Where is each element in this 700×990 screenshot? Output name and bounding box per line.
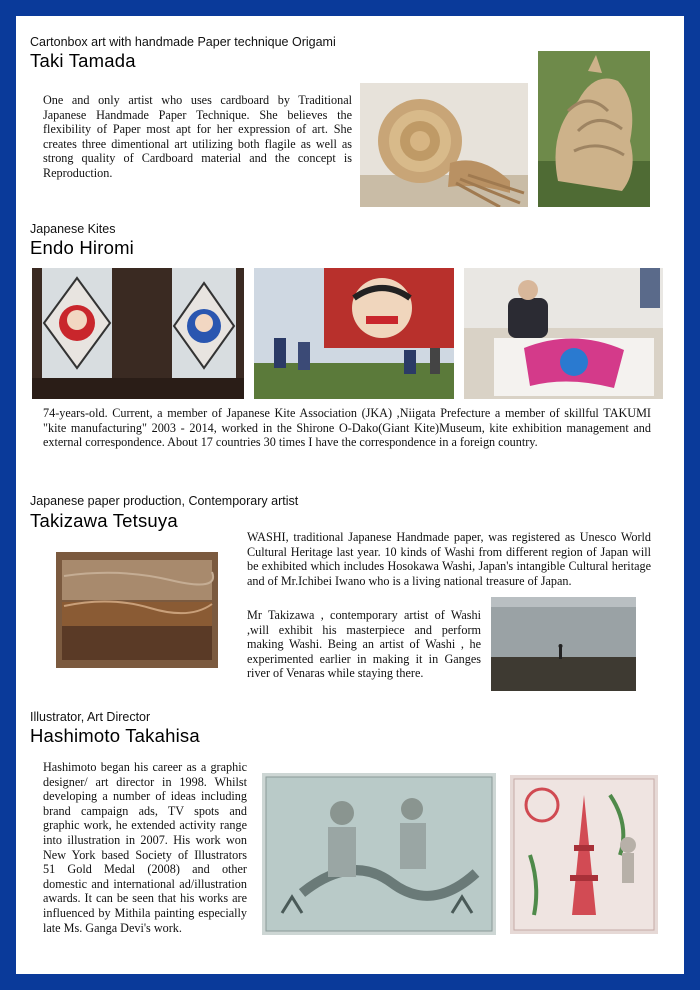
artist-description: One and only artist who uses cardboard by Traditional Japanese Handmade Paper Technique. She believes the flexibility of Paper most apt for her expression of art. She creates three dimentional art utilizing both flagile as well as strong quality of Cardboard material and the concept is Reproduction.: [43, 93, 352, 180]
painting-kite-on-floor-image: [464, 268, 663, 399]
artist-name: Endo Hiromi: [30, 237, 134, 258]
artist-name: Takizawa Tetsuya: [30, 510, 178, 531]
cardboard-snail-sculpture-image: [360, 83, 528, 207]
kites-in-window-image: [32, 268, 244, 399]
section-category: Cartonbox art with handmade Paper technique Origami: [30, 35, 336, 49]
ganges-riverbank-image: [491, 597, 636, 691]
section-category: Illustrator, Art Director: [30, 710, 151, 724]
flyer-page: [16, 16, 684, 974]
artist-description: WASHI, traditional Japanese Handmade paper, was registered as Unesco World Cultural Heritage last year. 10 kinds of Washi from different region of Japan will be exhibited which includes Hosokawa Washi, Japan's intangible Cultural heritage and of Mr.Ichibei Iwano who is a living national treasure of Japan.: [247, 530, 651, 588]
mithila-style-illustration-figures-image: [262, 773, 496, 935]
cardboard-creature-sculpture-image: [538, 51, 650, 207]
artist-description: Mr Takizawa , contemporary artist of Washi ,will exhibit his masterpiece and perform making Washi. Being an artist of Washi , he experimented earlier in making it in Ganges river of Venaras while staying there.: [247, 608, 481, 681]
mithila-style-illustration-tower-image: [510, 775, 658, 934]
artist-description: Hashimoto began his career as a graphic designer/ art director in 1998. Whilst developing a number of ideas including brand campaign ads, TV spots and graphic work, he extended activity range into illustration in 2007. His work won New York based Society of Illustrators 51 Gold Medal (2008) and other domestic and international ad/illustration awards. It can be seen that his works are influenced by Mithila painting especially late Ms. Ganga Devi's work.: [43, 760, 247, 935]
artist-name: Taki Tamada: [30, 50, 136, 71]
washi-paper-sheet-image: [50, 546, 224, 674]
artist-description: 74-years-old. Current, a member of Japanese Kite Association (JKA) ,Niigata Prefecture a member of skillful TAKUMI "kite manufacturing" 2003 - 2014, worked in the Shirone O-Dako(Giant Kite)Museum, kite exhibition management and external correspondence. About 17 countries 30 times I have the correspondence in a foreign country.: [43, 406, 651, 450]
section-category: Japanese paper production, Contemporary artist: [30, 494, 299, 508]
section-category: Japanese Kites: [30, 222, 116, 236]
giant-kite-festival-image: [254, 268, 454, 399]
artist-name: Hashimoto Takahisa: [30, 725, 200, 746]
